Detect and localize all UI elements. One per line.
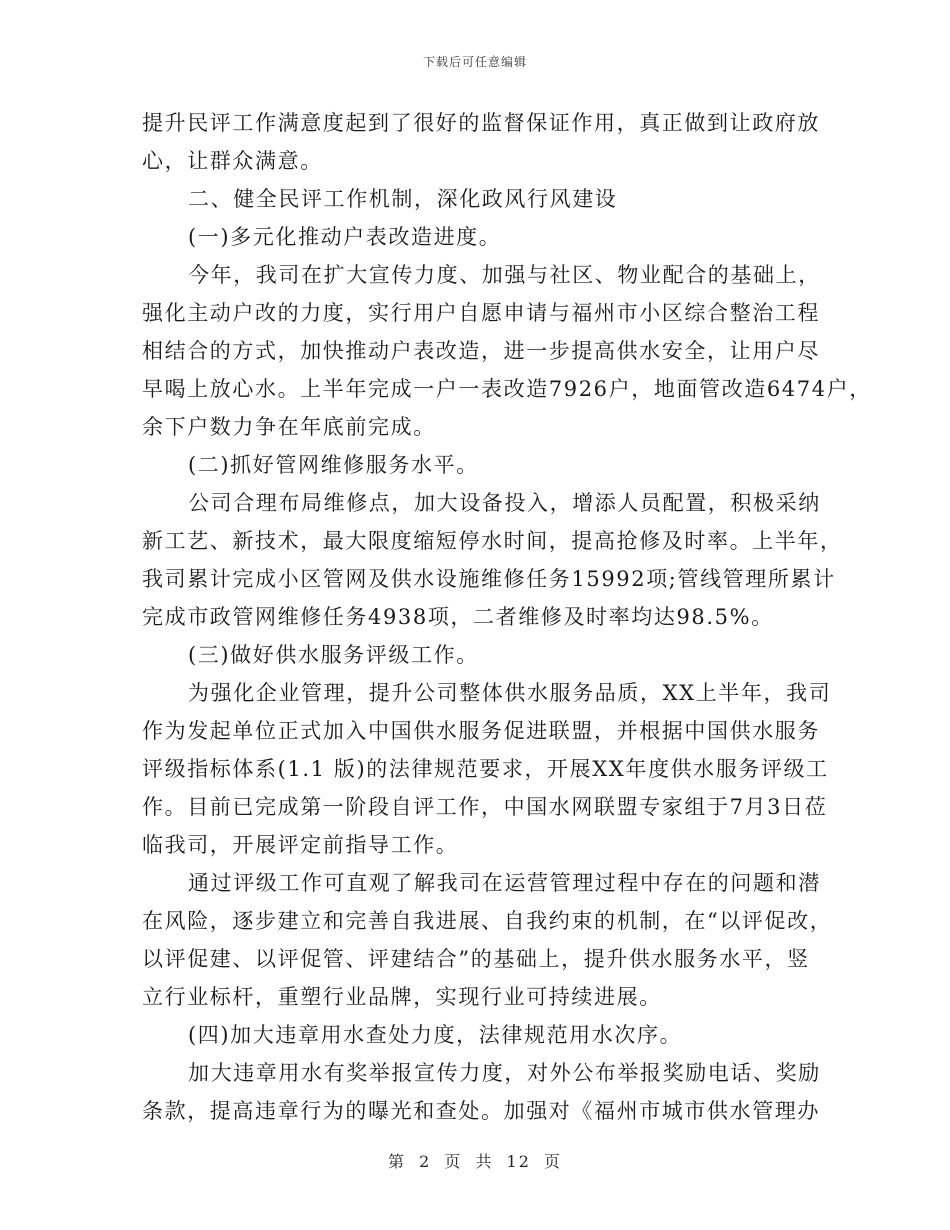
text-line: 条款，提高违章行为的曝光和查处。加强对《福州市城市供水管理办 [142, 1099, 820, 1123]
text-line: 二、健全民评工作机制，深化政风行风建设 [188, 187, 618, 211]
text-line: 我司累计完成小区管网及供水设施维修任务15992项;管线管理所累计 [142, 567, 836, 591]
text-line: 加大违章用水有奖举报宣传力度，对外公布举报奖励电话、奖励 [188, 1061, 821, 1085]
text-line: 完成市政管网维修任务4938项，二者维修及时率均达98.5%。 [142, 605, 774, 629]
text-line: 相结合的方式，加快推动户表改造，进一步提高供水安全，让用户尽 [142, 339, 820, 363]
text-line: 强化主动户改的力度，实行用户自愿申请与福州市小区综合整治工程 [142, 301, 820, 325]
text-line: 作为发起单位正式加入中国供水服务促进联盟，并根据中国供水服务 [142, 719, 820, 743]
text-line: 作。目前已完成第一阶段自评工作，中国水网联盟专家组于7月3日莅 [142, 795, 828, 819]
text-line: 心，让群众满意。 [142, 149, 323, 173]
text-line: 通过评级工作可直观了解我司在运营管理过程中存在的问题和潜 [188, 871, 821, 895]
document-body [142, 104, 872, 1130]
text-line: 评级指标体系(1.1 版)的法律规范要求，开展XX年度供水服务评级工 [142, 757, 829, 781]
text-line: 早喝上放心水。上半年完成一户一表改造7926户，地面管改造6474户， [142, 377, 872, 401]
text-line: (三)做好供水服务评级工作。 [188, 643, 479, 667]
text-line: 公司合理布局维修点，加大设备投入，增添人员配置，积极采纳 [188, 491, 821, 515]
text-line: 新工艺、新技术，最大限度缩短停水时间，提高抢修及时率。上半年， [142, 529, 843, 553]
text-line: 今年，我司在扩大宣传力度、加强与社区、物业配合的基础上， [188, 263, 821, 287]
text-line: 为强化企业管理，提升公司整体供水服务品质，XX上半年，我司 [188, 681, 832, 705]
page-header: 下载后可任意编辑 [422, 55, 527, 69]
text-line: (二)抓好管网维修服务水平。 [188, 453, 479, 477]
text-line: 在风险，逐步建立和完善自我进展、自我约束的机制，在“以评促改， [142, 909, 833, 933]
page-footer-page-number: 第 2 页 共 12 页 [388, 1152, 562, 1171]
text-line: 立行业标杆，重塑行业品牌，实现行业可持续进展。 [142, 985, 662, 1009]
text-line: (一)多元化推动户表改造进度。 [188, 225, 502, 249]
text-line: 以评促建、以评促管、评建结合”的基础上，提升供水服务水平，竖 [142, 947, 810, 971]
text-line: 余下户数力争在年底前完成。 [142, 415, 436, 439]
text-line: 临我司，开展评定前指导工作。 [142, 833, 459, 857]
text-line: 提升民评工作满意度起到了很好的监督保证作用，真正做到让政府放 [142, 111, 820, 135]
text-line: (四)加大违章用水查处力度，法律规范用水次序。 [188, 1023, 683, 1047]
